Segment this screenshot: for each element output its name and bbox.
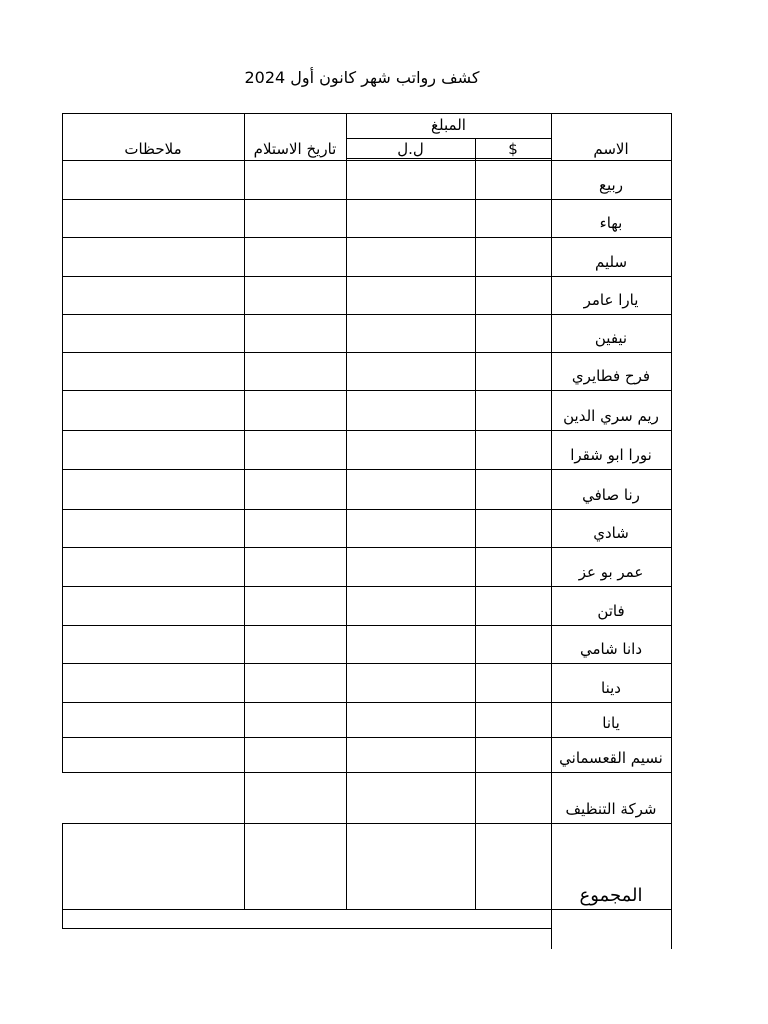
- table-row-rule: [62, 737, 672, 738]
- table-row-rule: [62, 772, 672, 773]
- header-name: الاسم: [593, 140, 629, 158]
- employee-name: يارا عامر: [583, 291, 639, 309]
- column-rule: [346, 113, 347, 910]
- header-usd: $: [508, 140, 518, 158]
- table-row-rule: [62, 625, 672, 626]
- total-label: المجموع: [579, 885, 643, 906]
- table-row-rule: [62, 469, 672, 470]
- employee-name: رنا صافي: [582, 486, 640, 504]
- table-row-rule: [62, 702, 672, 703]
- employee-name: ريم سري الدين: [563, 407, 659, 425]
- employee-name: ربيع: [599, 176, 623, 194]
- employee-name: نورا ابو شقرا: [570, 446, 652, 464]
- page-title: كشف رواتب شهر كانون أول 2024: [244, 68, 480, 87]
- table-row-rule: [62, 663, 672, 664]
- amount-subheader-rule: [346, 138, 552, 139]
- employee-name: نيفين: [594, 329, 628, 347]
- table-left-border: [62, 113, 63, 773]
- table-row-rule: [62, 237, 672, 238]
- header-bottom-border: [62, 160, 672, 161]
- table-row-rule: [62, 352, 672, 353]
- totals-extra-rule: [62, 928, 552, 929]
- table-rule: [244, 113, 672, 114]
- totals-bottom-rule: [62, 909, 672, 910]
- header-lbp: ل.ل: [397, 140, 424, 158]
- table-row-rule: [62, 509, 672, 510]
- employee-name: سليم: [594, 253, 628, 271]
- totals-left-border: [62, 823, 63, 929]
- table-row-rule: [62, 199, 672, 200]
- header-amount: المبلغ: [431, 116, 466, 134]
- table-row-rule: [62, 547, 672, 548]
- employee-name: بهاء: [599, 214, 623, 232]
- column-rule: [244, 113, 245, 910]
- employee-name: دانا شامي: [579, 640, 643, 658]
- employee-name: دينا: [601, 679, 621, 697]
- table-right-border: [671, 113, 672, 949]
- table-row-rule: [62, 586, 672, 587]
- table-row-rule: [62, 390, 672, 391]
- table-row-rule: [62, 430, 672, 431]
- employee-name: شركة التنظيف: [565, 800, 657, 818]
- employee-name: نسيم القعسماني: [559, 749, 663, 767]
- employee-name: يانا: [602, 714, 620, 732]
- header-notes: ملاحظات: [124, 140, 182, 158]
- employee-name: فاتن: [597, 602, 625, 620]
- table-row-rule: [62, 276, 672, 277]
- totals-top-border: [62, 823, 672, 824]
- table-rule: [346, 158, 552, 159]
- employee-name: عمر بو عز: [578, 563, 644, 581]
- employee-name: فرح فطايري: [571, 367, 651, 385]
- employee-name: شادي: [593, 524, 629, 542]
- header-received-date: تاريخ الاستلام: [253, 140, 337, 158]
- column-rule: [475, 138, 476, 910]
- table-row-rule: [62, 314, 672, 315]
- column-rule: [551, 113, 552, 949]
